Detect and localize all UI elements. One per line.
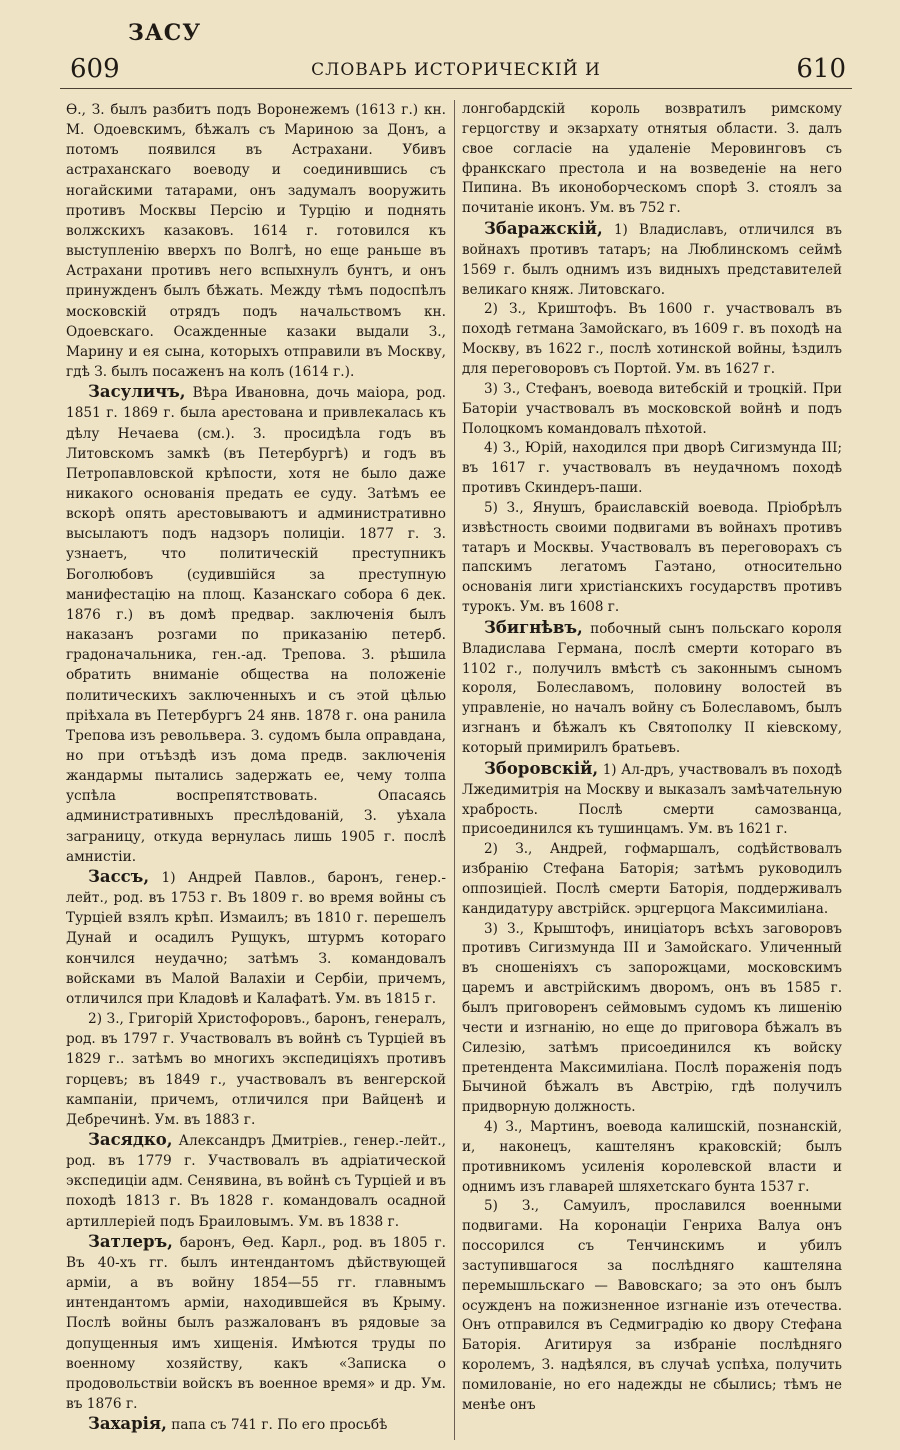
entry-subitem: 3) З., Крыштофъ, иниціаторъ всѣхъ заговоровъ противъ Сигизмунда III и Замойскаго. Уличенный въ сношеніяхъ съ запорожцами, московскимъ царемъ и австрійскимъ дворомъ, онъ въ 1585 г. былъ приговоренъ сеймовымъ судомъ къ лишенію чести и изгнанію, но еще до приговора бѣжалъ въ Силезію, затѣмъ присоединился къ войску претендента Максимиліана. Послѣ пораженія подъ Бычиной бѣжалъ въ Австрію, гдѣ получилъ придворную должность. (462, 920, 842, 1116)
entry-subitem: 4) З., Мартинъ, воевода калишскій, познанскій, и, наконецъ, каштелянъ краковскій; былъ противникомъ усиленія королевской власти и однимъ изъ главарей шляхетскаго бунта 1537 г. (462, 1119, 842, 1195)
entry-text: побочный сынъ польскаго короля Владислава Германа, послѣ смерти котораго въ 1102 г., получилъ вмѣстѣ съ законнымъ сыномъ короля, Болеславомъ, половину волостей въ управленіе, но началъ войну съ Болеславомъ, былъ изгнанъ и бѣжалъ къ Святополку II кіевскому, который примирилъ братьевъ. (462, 620, 842, 756)
entry-subitem: 3) З., Стефанъ, воевода витебскій и троцкій. При Баторіи участвовалъ въ московской войнѣ и подъ Полоцкомъ командовалъ пѣхотой. (462, 380, 842, 437)
entry-text: 1) Владиславъ, отличился въ войнахъ противъ татаръ; на Люблинскомъ сеймѣ 1569 г. былъ однимъ изъ видныхъ представителей великаго княж. Литовскаго. (462, 222, 842, 298)
entry-text: папа съ 741 г. По его просьбѣ (171, 1417, 388, 1434)
entry-zachary (66, 1414, 446, 1435)
headword: Засуличъ, (88, 382, 186, 402)
entry-continuation: лонгобардскій король возвратилъ римскому герцогству и экзархату отнятыя области. З. далъ свое согласіе на удаленіе Меровинговъ съ франкскаго престола и на возведеніе на него Пипина. Въ иконоборческомъ спорѣ З. стоялъ за почитаніе иконъ. Ум. въ 752 г. (462, 101, 842, 217)
headword: Захарія, (88, 1414, 167, 1434)
entry-zass (66, 867, 446, 1009)
entry-zasulich (66, 382, 446, 867)
entry-subitem: 2) З., Андрей, гофмаршалъ, содѣйствовалъ избранію Стефана Баторія; затѣмъ руководилъ оппозиціей. Послѣ смерти Баторія, поддерживалъ кандидатуру австрійск. эрцгерцога Максимиліана. (462, 841, 842, 917)
entry-subitem: 5) З., Янушъ, браиславскій воевода. Пріобрѣлъ извѣстность своими подвигами въ войнахъ противъ татаръ и Москвы. Участвовалъ въ переговорахъ съ папскимъ легатомъ Гаэтано, относительно основанія лиги христіанскихъ государствъ противъ турокъ. Ум. въ 1608 г. (462, 499, 842, 616)
right-column (462, 100, 842, 1440)
headword: Засядко, (88, 1129, 173, 1149)
entry-zbignev (462, 618, 842, 759)
entry-text: Александръ Дмитріев., генер.-лейт., род. въ 1779 г. Участвовалъ въ адріатической экспедиціи адм. Сенявина, въ войнѣ съ Турціей и въ походѣ 1813 г. Въ 1828 г. командовалъ осадной артиллеріей подъ Браиловымъ. Ум. въ 1838 г. (66, 1132, 446, 1230)
entry-text: 1) Андрей Павлов., баронъ, генер.-лейт., род. въ 1753 г. Въ 1809 г. во время войны съ Турціей взялъ крѣп. Измаилъ; въ 1810 г. перешелъ Дунай и осадилъ Рущукъ, штурмъ котораго кончился неудачно; затѣмъ З. командовалъ войсками въ Малой Валахіи и Сербіи, причемъ, отличился при Кладовѣ и Калафатѣ. Ум. въ 1815 г. (66, 869, 446, 1007)
headword: Затлеръ, (88, 1231, 173, 1251)
page-number-left: 609 (70, 54, 120, 84)
headword: Збигнѣвъ, (484, 617, 583, 637)
entry-zatler (66, 1232, 446, 1414)
page-number-right: 610 (796, 54, 846, 84)
entry-text: 1) Ал-дръ, участвовалъ въ походѣ Лжедимитрія на Москву и выказалъ замѣчательную храбрость. Послѣ смерти самозванца, присоединился къ тушинцамъ. Ум. въ 1621 г. (462, 761, 842, 838)
entry-zbarazhsky (462, 219, 842, 300)
entry-subitem: 5) З., Самуилъ, прославился военными подвигами. На коронаціи Генриха Валуа онъ поссорился съ Тенчинскимъ и убилъ заступившагося за послѣдняго каштеляна перемышльскаго — Вавовскаго; за это онъ былъ осужденъ на пожизненное изгнаніе изъ отечества. Онъ отправился въ Седмиградію ко двору Стефана Баторія. Агитируя за избраніе послѣдняго королемъ, З. надѣялся, въ случаѣ успѣха, получить помилованіе, но его надежды не сбылись; тѣмъ не менѣе онъ (462, 1198, 842, 1413)
entry-subitem: 2) З., Криштофъ. Въ 1600 г. участвовалъ въ походѣ гетмана Замойскаго, въ 1609 г. въ походѣ на Москву, въ 1622 г., послѣ хотинской войны, ѣздилъ для переговоровъ съ Портой. Ум. въ 1627 г. (462, 301, 842, 377)
running-head: ЗАСУ (128, 20, 202, 46)
left-column (66, 100, 446, 1440)
entry-text: Вѣра Ивановна, дочь маіора, род. 1851 г. 1869 г. была арестована и привлекалась къ дѣлу Нечаева (см.). З. просидѣла годъ въ Литовскомъ замкѣ (въ Петербургѣ) и годъ въ Петропавловской крѣпости, хотя не было даже никакого основанія предать ее суду. Затѣмъ ее вскорѣ опять арестовываютъ и административно высылаютъ подъ надзоръ полиціи. 1877 г. З. узнаетъ, что политическій преступникъ Боголюбовъ (судившійся за преступную манифестацію на площ. Казанскаго собора 6 дек. 1876 г.) въ домѣ предвар. заключенія былъ наказанъ розгами по приказанію петерб. градоначальника, ген.-ад. Трепова. З. рѣшила обратить вниманіе общества на положеніе политическихъ заключенныхъ и съ этой цѣлью пріѣхала въ Петербургъ 24 янв. 1878 г. она ранила Трепова изъ револьвера. З. судомъ была оправдана, но при отъѣздѣ изъ дома предв. заключенія жандармы пытались задержать ее, чему толпа успѣла воспрепятствовать. Опасаясь административныхъ преслѣдованій, З. уѣхала заграницу, откуда вернулась лишь 1905 г. послѣ амнистіи. (66, 385, 446, 865)
header-title: СЛОВАРЬ ИСТОРИЧЕСКІЙ И (311, 60, 601, 80)
entry-zborovsky (462, 759, 842, 840)
headword: Зборовскій, (484, 758, 599, 778)
entry-subitem: 4) З., Юрій, находился при дворѣ Сигизмунда III; въ 1617 г. участвовалъ въ неудачномъ походѣ противъ Скиндеръ-паши. (462, 440, 842, 497)
headword: Збаражскій, (484, 219, 603, 239)
entry-zasyadko (66, 1130, 446, 1232)
entry-continuation: Ө., З. былъ разбитъ подъ Воронежемъ (1613 г.) кн. М. Одоевскимъ, бѣжалъ съ Мариною за Донъ, а потомъ появился въ Астрахани. Убивъ астраханскаго воеводу и соединившись съ ногайскими татарами, онъ задумалъ вооружить противъ Москвы Персію и Турцію и поднять волжскихъ казаковъ. 1614 г. готовился къ выступленію вверхъ по Волгѣ, но еще раньше въ Астрахани противъ него вспыхнулъ бунтъ, и онъ принужденъ былъ бѣжать. Между тѣмъ подоспѣлъ московскій отрядъ подъ начальствомъ кн. Одоевскаго. Осажденные казаки выдали З., Марину и ея сына, которыхъ отправили въ Москву, гдѣ З. былъ посаженъ на колъ (1614 г.). (66, 102, 446, 381)
column-divider (454, 100, 455, 1440)
headword: Зассъ, (88, 866, 150, 886)
entry-text: баронъ, Өед. Карл., род. въ 1805 г. Въ 40-хъ гг. былъ интендантомъ дѣйствующей арміи, а въ войну 1854—55 гг. главнымъ интендантомъ арміи, находившейся въ Крыму. Послѣ войны былъ разжалованъ въ рядовые за допущенныя имъ хищенія. Имѣются труды по военному хозяйству, какъ «Записка о продовольствіи войскъ въ военное время» и др. Ум. въ 1876 г. (66, 1234, 446, 1412)
entry-subitem: 2) З., Григорій Христофоровъ., баронъ, генералъ, род. въ 1797 г. Участвовалъ въ войнѣ съ Турціей въ 1829 г.. затѣмъ во многихъ экспедиціяхъ противъ горцевъ; въ 1849 г., участвовалъ въ венгерской кампаніи, причемъ, отличился при Вайценѣ и Дебречинѣ. Ум. въ 1883 г. (66, 1011, 446, 1128)
page-header (60, 52, 852, 89)
